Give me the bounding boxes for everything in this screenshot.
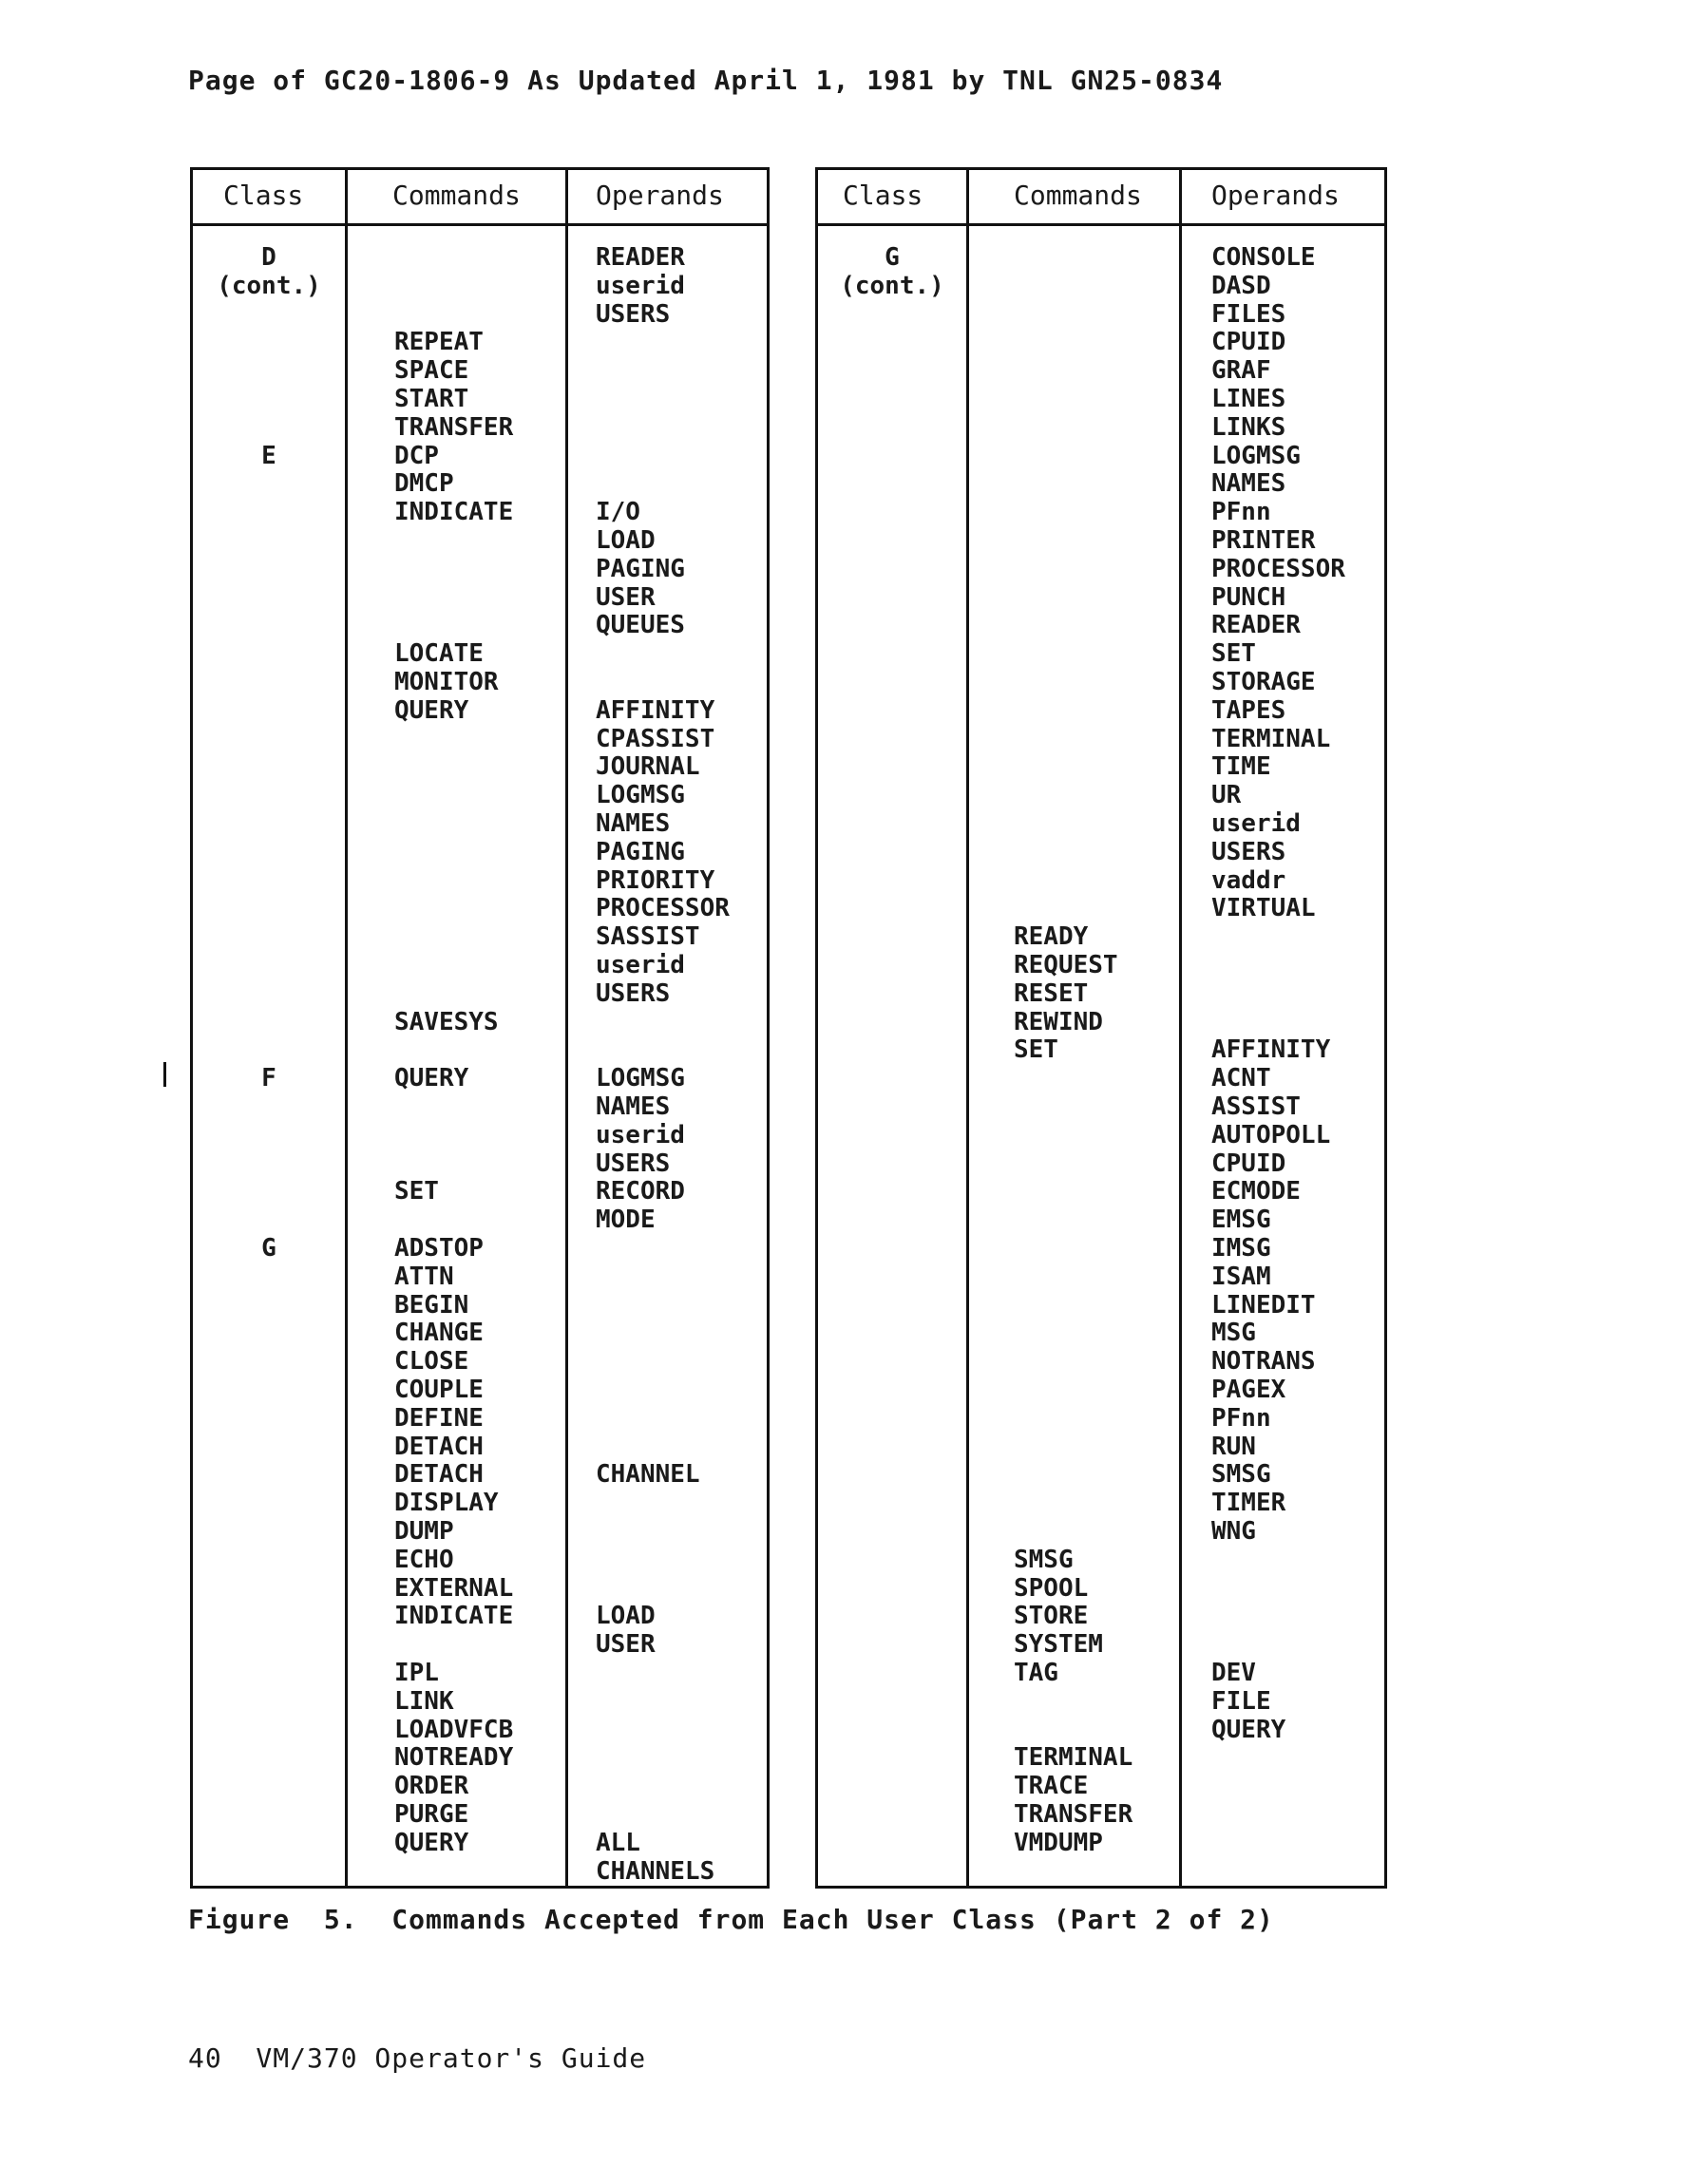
operand-cell: userid xyxy=(596,1120,685,1149)
command-cell: ECHO xyxy=(394,1545,454,1574)
operand-cell: LOGMSG xyxy=(596,781,685,810)
operand-cell: VIRTUAL xyxy=(1211,894,1316,923)
command-cell: ATTN xyxy=(394,1262,454,1291)
operand-cell: READER xyxy=(596,243,685,272)
operand-cell: ALL xyxy=(596,1828,640,1857)
revision-bar xyxy=(163,1062,166,1087)
operand-cell: NOTRANS xyxy=(1211,1347,1316,1377)
operand-cell: USERS xyxy=(596,978,671,1008)
page-footer: 40 VM/370 Operator's Guide xyxy=(188,2042,647,2074)
operand-cell: PFnn xyxy=(1211,1403,1271,1433)
command-cell: DETACH xyxy=(394,1432,484,1461)
operand-cell: LOGMSG xyxy=(1211,441,1301,470)
operand-cell: CONSOLE xyxy=(1211,243,1316,272)
command-cell: RESET xyxy=(1014,978,1089,1008)
command-cell: VMDUMP xyxy=(1014,1828,1103,1857)
operand-cell: USER xyxy=(596,1630,656,1660)
operand-cell: SASSIST xyxy=(596,922,700,952)
operand-cell: userid xyxy=(1211,809,1301,838)
command-cell: LOADVFCB xyxy=(394,1715,514,1744)
operand-cell: DASD xyxy=(1211,271,1271,300)
operand-cell: STORAGE xyxy=(1211,668,1316,696)
operand-cell: NAMES xyxy=(596,809,671,838)
command-cell: SAVESYS xyxy=(394,1007,499,1036)
class-column-header: Class xyxy=(843,180,923,211)
operand-cell: TERMINAL xyxy=(1211,724,1331,753)
operand-cell: DEV xyxy=(1211,1659,1256,1687)
command-cell: START xyxy=(394,385,469,413)
operand-cell: LOGMSG xyxy=(596,1064,685,1093)
operand-cell: userid xyxy=(596,951,685,979)
operand-cell: CPASSIST xyxy=(596,724,715,753)
command-cell: MONITOR xyxy=(394,668,499,696)
operand-cell: TIMER xyxy=(1211,1489,1286,1518)
operand-cell: GRAF xyxy=(1211,356,1271,386)
operand-cell: userid xyxy=(596,271,685,300)
command-cell: DCP xyxy=(394,441,439,470)
command-cell: REQUEST xyxy=(1014,951,1118,979)
table-header-row xyxy=(818,170,1384,226)
operand-cell: LOAD xyxy=(596,526,656,555)
command-cell: INDICATE xyxy=(394,498,514,527)
operand-cell: TIME xyxy=(1211,752,1271,782)
operand-cell: PAGING xyxy=(596,837,685,866)
operand-cell: SMSG xyxy=(1211,1460,1271,1490)
command-cell: SMSG xyxy=(1014,1545,1074,1574)
operand-cell: NAMES xyxy=(596,1092,671,1121)
operands-column-header: Operands xyxy=(1211,180,1340,211)
operand-cell: QUEUES xyxy=(596,611,685,640)
class-cell: F xyxy=(261,1064,276,1093)
operand-cell: USERS xyxy=(1211,837,1286,866)
command-cell: REPEAT xyxy=(394,328,484,357)
operand-cell: AFFINITY xyxy=(596,695,715,725)
operand-cell: CHANNEL xyxy=(596,1460,700,1490)
command-cell: TAG xyxy=(1014,1659,1058,1687)
class-cell: G xyxy=(261,1234,276,1263)
command-cell: QUERY xyxy=(394,1064,469,1093)
operand-cell: PUNCH xyxy=(1211,582,1286,612)
column-divider xyxy=(1179,170,1182,1886)
command-cell: DISPLAY xyxy=(394,1489,499,1518)
command-cell: TRANSFER xyxy=(394,412,514,442)
operand-cell: PRINTER xyxy=(1211,526,1316,555)
operand-cell: RUN xyxy=(1211,1432,1256,1461)
operand-cell: FILE xyxy=(1211,1686,1271,1716)
commands-column-header: Commands xyxy=(1014,180,1142,211)
column-divider xyxy=(966,170,969,1886)
operand-cell: SET xyxy=(1211,639,1256,669)
figure-caption: Figure 5. Commands Accepted from Each User Class (Part 2 of 2) xyxy=(188,1904,1274,1935)
command-cell: STORE xyxy=(1014,1602,1089,1631)
class-cell: (cont.) xyxy=(840,271,944,300)
command-cell: DUMP xyxy=(394,1517,454,1546)
command-cell: TRACE xyxy=(1014,1772,1089,1801)
operand-cell: JOURNAL xyxy=(596,752,700,782)
operand-cell: WNG xyxy=(1211,1517,1256,1546)
command-cell: CHANGE xyxy=(394,1319,484,1348)
class-cell: G xyxy=(885,243,900,272)
commands-column-header: Commands xyxy=(392,180,521,211)
class-column-header: Class xyxy=(223,180,304,211)
operand-cell: ASSIST xyxy=(1211,1092,1301,1121)
command-cell: ADSTOP xyxy=(394,1234,484,1263)
command-cell: TERMINAL xyxy=(1014,1743,1133,1773)
operand-cell: AUTOPOLL xyxy=(1211,1120,1331,1149)
command-cell: QUERY xyxy=(394,1828,469,1857)
command-cell: DETACH xyxy=(394,1460,484,1490)
operand-cell: NAMES xyxy=(1211,469,1286,499)
operand-cell: EMSG xyxy=(1211,1206,1271,1235)
class-cell: D xyxy=(261,243,276,272)
command-cell: SPACE xyxy=(394,356,469,386)
class-cell: (cont.) xyxy=(217,271,321,300)
operand-cell: AFFINITY xyxy=(1211,1035,1331,1065)
operand-cell: I/O xyxy=(596,498,640,527)
operand-cell: UR xyxy=(1211,781,1242,810)
operand-cell: vaddr xyxy=(1211,865,1286,895)
command-cell: BEGIN xyxy=(394,1290,469,1320)
command-cell: DEFINE xyxy=(394,1403,484,1433)
operands-column-header: Operands xyxy=(596,180,724,211)
command-cell: INDICATE xyxy=(394,1602,514,1631)
command-cell: EXTERNAL xyxy=(394,1573,514,1603)
operand-cell: USER xyxy=(596,582,656,612)
command-cell: SET xyxy=(1014,1035,1058,1065)
page-header: Page of GC20-1806-9 As Updated April 1, 1981 by TNL GN25-0834 xyxy=(188,65,1224,96)
operand-cell: PROCESSOR xyxy=(596,894,730,923)
column-divider xyxy=(345,170,348,1886)
operand-cell: FILES xyxy=(1211,299,1286,329)
operand-cell: IMSG xyxy=(1211,1234,1271,1263)
operand-cell: USERS xyxy=(596,1149,671,1178)
command-cell: NOTREADY xyxy=(394,1743,514,1773)
operand-cell: CPUID xyxy=(1211,328,1286,357)
operand-cell: CPUID xyxy=(1211,1149,1286,1178)
command-cell: LINK xyxy=(394,1686,454,1716)
operand-cell: QUERY xyxy=(1211,1715,1286,1744)
command-cell: SET xyxy=(394,1177,439,1206)
operand-cell: PAGEX xyxy=(1211,1376,1286,1404)
operand-cell: LINEDIT xyxy=(1211,1290,1316,1320)
command-cell: REWIND xyxy=(1014,1007,1103,1036)
operand-cell: MSG xyxy=(1211,1319,1256,1348)
operand-cell: TAPES xyxy=(1211,695,1286,725)
operand-cell: ACNT xyxy=(1211,1064,1271,1093)
operand-cell: PRIORITY xyxy=(596,865,715,895)
column-divider xyxy=(565,170,568,1886)
operand-cell: READER xyxy=(1211,611,1301,640)
command-cell: TRANSFER xyxy=(1014,1800,1133,1829)
command-cell: SPOOL xyxy=(1014,1573,1089,1603)
commands-table-right xyxy=(815,167,1387,1889)
operand-cell: PFnn xyxy=(1211,498,1271,527)
class-cell: E xyxy=(261,441,276,470)
operand-cell: CHANNELS xyxy=(596,1856,715,1886)
command-cell: PURGE xyxy=(394,1800,469,1829)
operand-cell: LINES xyxy=(1211,385,1286,413)
operand-cell: LOAD xyxy=(596,1602,656,1631)
operand-cell: USERS xyxy=(596,299,671,329)
command-cell: IPL xyxy=(394,1659,439,1687)
operand-cell: MODE xyxy=(596,1206,656,1235)
operand-cell: LINKS xyxy=(1211,412,1286,442)
command-cell: ORDER xyxy=(394,1772,469,1801)
command-cell: CLOSE xyxy=(394,1347,469,1377)
commands-table-left xyxy=(190,167,770,1889)
operand-cell: ECMODE xyxy=(1211,1177,1301,1206)
command-cell: QUERY xyxy=(394,695,469,725)
operand-cell: PAGING xyxy=(596,554,685,583)
operand-cell: RECORD xyxy=(596,1177,685,1206)
operand-cell: ISAM xyxy=(1211,1262,1271,1291)
command-cell: LOCATE xyxy=(394,639,484,669)
command-cell: COUPLE xyxy=(394,1376,484,1404)
command-cell: SYSTEM xyxy=(1014,1630,1103,1660)
operand-cell: PROCESSOR xyxy=(1211,554,1345,583)
command-cell: DMCP xyxy=(394,469,454,499)
table-header-row xyxy=(193,170,767,226)
command-cell: READY xyxy=(1014,922,1089,952)
